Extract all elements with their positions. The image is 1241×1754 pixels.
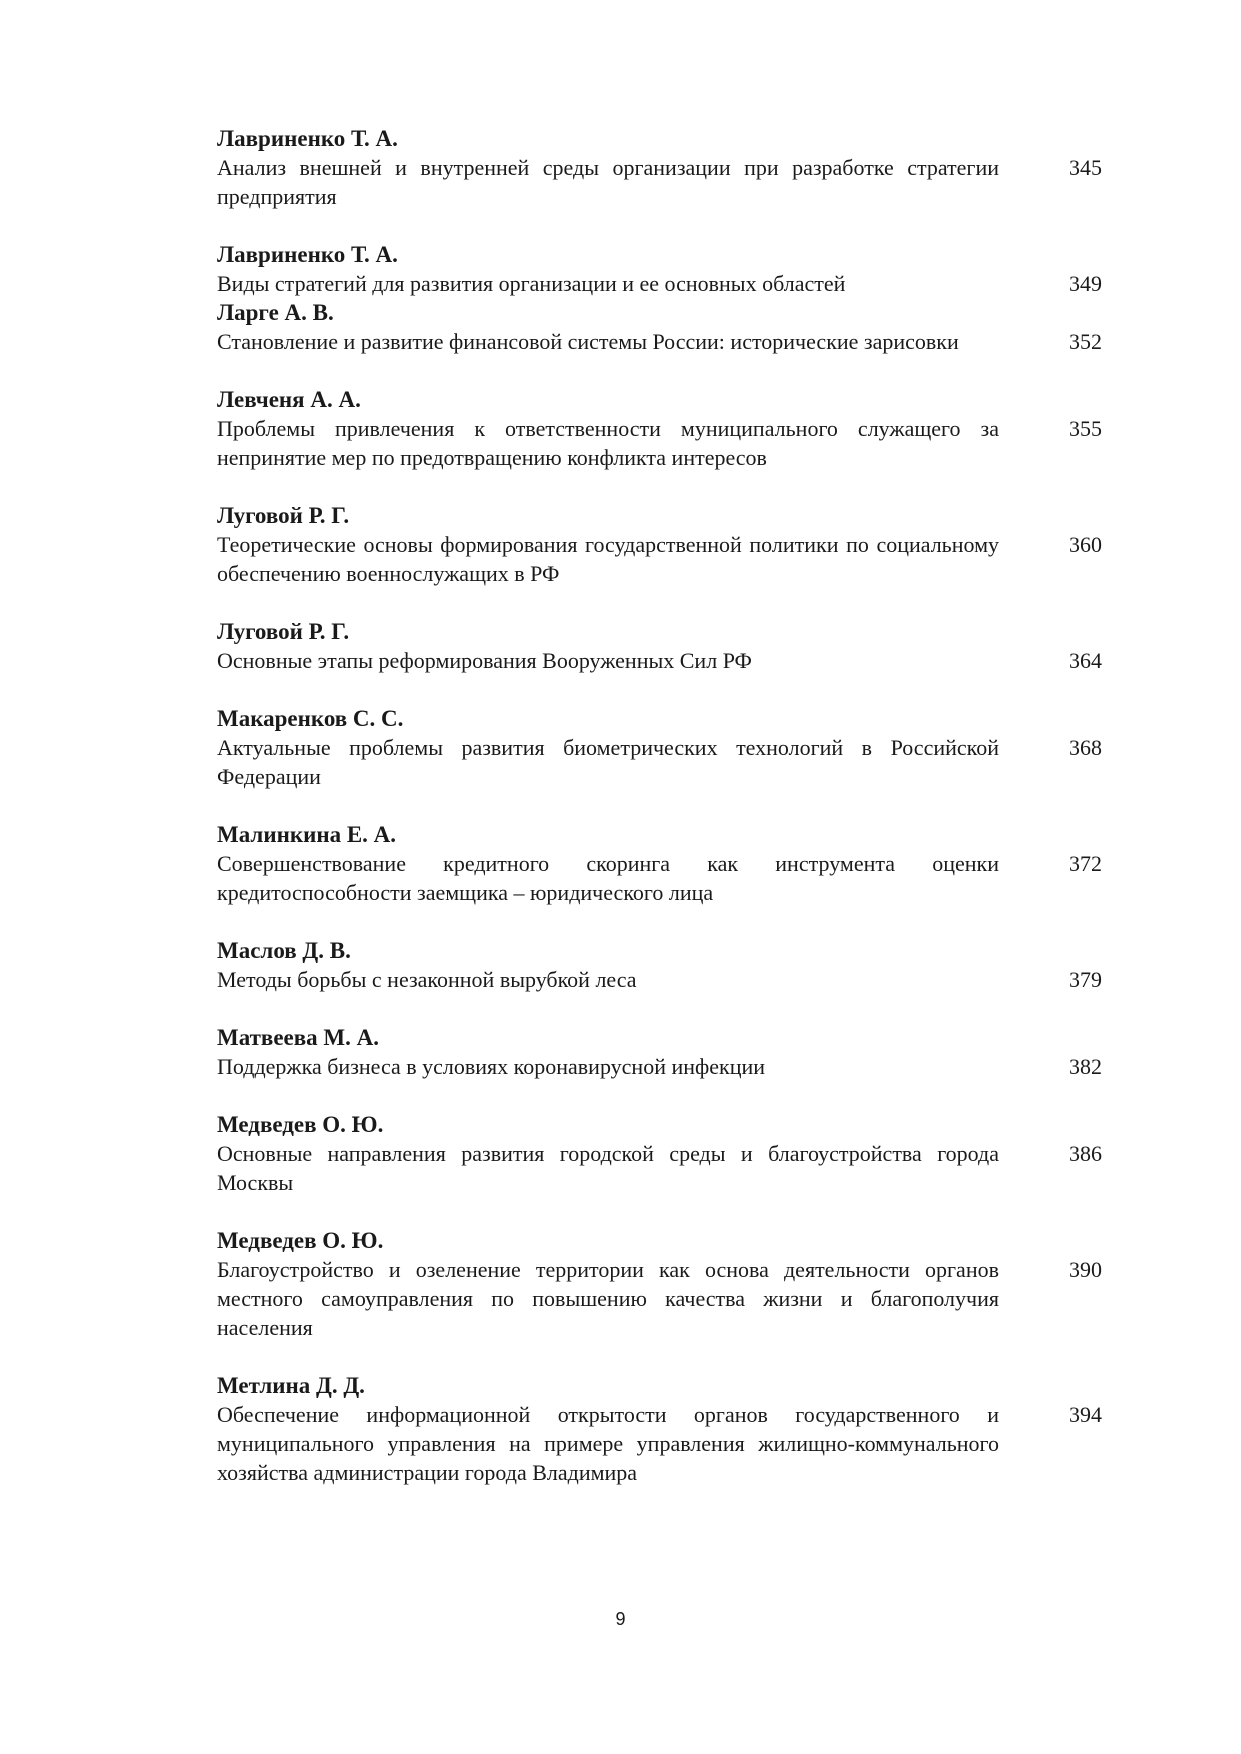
entry-page-number: 349 — [1069, 271, 1102, 296]
entry-row — [217, 733, 1102, 791]
entry-author: Малинкина Е. А. — [217, 822, 397, 847]
entry-author: Метлина Д. Д. — [217, 1373, 365, 1398]
entry-title: Благоустройство и озеленение территории как основа деятельности органов местного самоуправления по повышению качества жизни и благополучия населения — [217, 1257, 999, 1340]
entry-row — [217, 1400, 1102, 1487]
toc-entry — [217, 298, 1102, 356]
toc-entry — [217, 936, 1102, 994]
entry-spacer — [217, 994, 1102, 1023]
entry-spacer — [217, 1342, 1102, 1371]
toc-entry — [217, 1110, 1102, 1197]
entry-author: Макаренков С. С. — [217, 706, 404, 731]
entry-spacer — [217, 1081, 1102, 1110]
entry-author: Медведев О. Ю. — [217, 1228, 384, 1253]
entry-spacer — [217, 907, 1102, 936]
entry-page-number: 352 — [1069, 329, 1102, 354]
entry-page-number: 355 — [1069, 416, 1102, 441]
entry-title: Методы борьбы с незаконной вырубкой леса — [217, 967, 637, 992]
entry-title: Обеспечение информационной открытости органов государственного и муниципального управления на примере управления жилищно-коммунального хозяйства администрации города Владимира — [217, 1402, 999, 1485]
entry-page-number: 360 — [1069, 532, 1102, 557]
toc-entry — [217, 124, 1102, 211]
entry-row — [217, 1255, 1102, 1342]
entry-row — [217, 153, 1102, 211]
entry-title: Становление и развитие финансовой системы России: исторические зарисовки — [217, 329, 959, 354]
entry-spacer — [217, 588, 1102, 617]
entry-title: Основные направления развития городской среды и благоустройства города Москвы — [217, 1141, 999, 1195]
entry-spacer — [217, 356, 1102, 385]
entry-title: Основные этапы реформирования Вооруженных Сил РФ — [217, 648, 752, 673]
entry-title: Проблемы привлечения к ответственности муниципального служащего за непринятие мер по предотвращению конфликта интересов — [217, 416, 999, 470]
toc-entry — [217, 1226, 1102, 1342]
entry-title: Теоретические основы формирования государственной политики по социальному обеспечению военнослужащих в РФ — [217, 532, 999, 586]
entry-page-number: 368 — [1069, 735, 1102, 760]
entry-title: Анализ внешней и внутренней среды организации при разработке стратегии предприятия — [217, 155, 999, 209]
entry-row — [217, 965, 1102, 994]
table-of-contents — [217, 124, 1102, 1487]
entry-title: Виды стратегий для развития организации и ее основных областей — [217, 271, 846, 296]
entry-author: Матвеева М. А. — [217, 1025, 379, 1050]
entry-page-number: 386 — [1069, 1141, 1102, 1166]
entry-page-number: 379 — [1069, 967, 1102, 992]
entry-author: Луговой Р. Г. — [217, 503, 350, 528]
entry-row — [217, 327, 1102, 356]
entry-page-number: 390 — [1069, 1257, 1102, 1282]
entry-title: Актуальные проблемы развития биометрических технологий в Российской Федерации — [217, 735, 999, 789]
entry-row — [217, 269, 1102, 298]
entry-page-number: 394 — [1069, 1402, 1102, 1427]
entry-author: Луговой Р. Г. — [217, 619, 350, 644]
entry-author: Ларге А. В. — [217, 300, 334, 325]
entry-row — [217, 414, 1102, 472]
entry-author: Медведев О. Ю. — [217, 1112, 384, 1137]
toc-entry — [217, 240, 1102, 298]
toc-entry — [217, 820, 1102, 907]
entry-row — [217, 646, 1102, 675]
entry-row — [217, 1052, 1102, 1081]
entry-author: Лавриненко Т. А. — [217, 242, 398, 267]
entry-spacer — [217, 1197, 1102, 1226]
toc-entry — [217, 501, 1102, 588]
page-number-footer: 9 — [615, 1609, 626, 1629]
entry-spacer — [217, 675, 1102, 704]
entry-page-number: 372 — [1069, 851, 1102, 876]
toc-entry — [217, 1023, 1102, 1081]
toc-entry — [217, 617, 1102, 675]
entry-author: Маслов Д. В. — [217, 938, 351, 963]
entry-spacer — [217, 211, 1102, 240]
toc-entry — [217, 385, 1102, 472]
toc-entry — [217, 1371, 1102, 1487]
entry-row — [217, 1139, 1102, 1197]
entry-spacer — [217, 791, 1102, 820]
entry-author: Лавриненко Т. А. — [217, 126, 398, 151]
entry-page-number: 364 — [1069, 648, 1102, 673]
entry-author: Левченя А. А. — [217, 387, 361, 412]
entry-page-number: 382 — [1069, 1054, 1102, 1079]
entry-spacer — [217, 472, 1102, 501]
entry-title: Совершенствование кредитного скоринга как инструмента оценки кредитоспособности заемщика – юридического лица — [217, 851, 999, 905]
entry-row — [217, 849, 1102, 907]
entry-row — [217, 530, 1102, 588]
entry-title: Поддержка бизнеса в условиях коронавирусной инфекции — [217, 1054, 766, 1079]
toc-entry — [217, 704, 1102, 791]
entry-page-number: 345 — [1069, 155, 1102, 180]
